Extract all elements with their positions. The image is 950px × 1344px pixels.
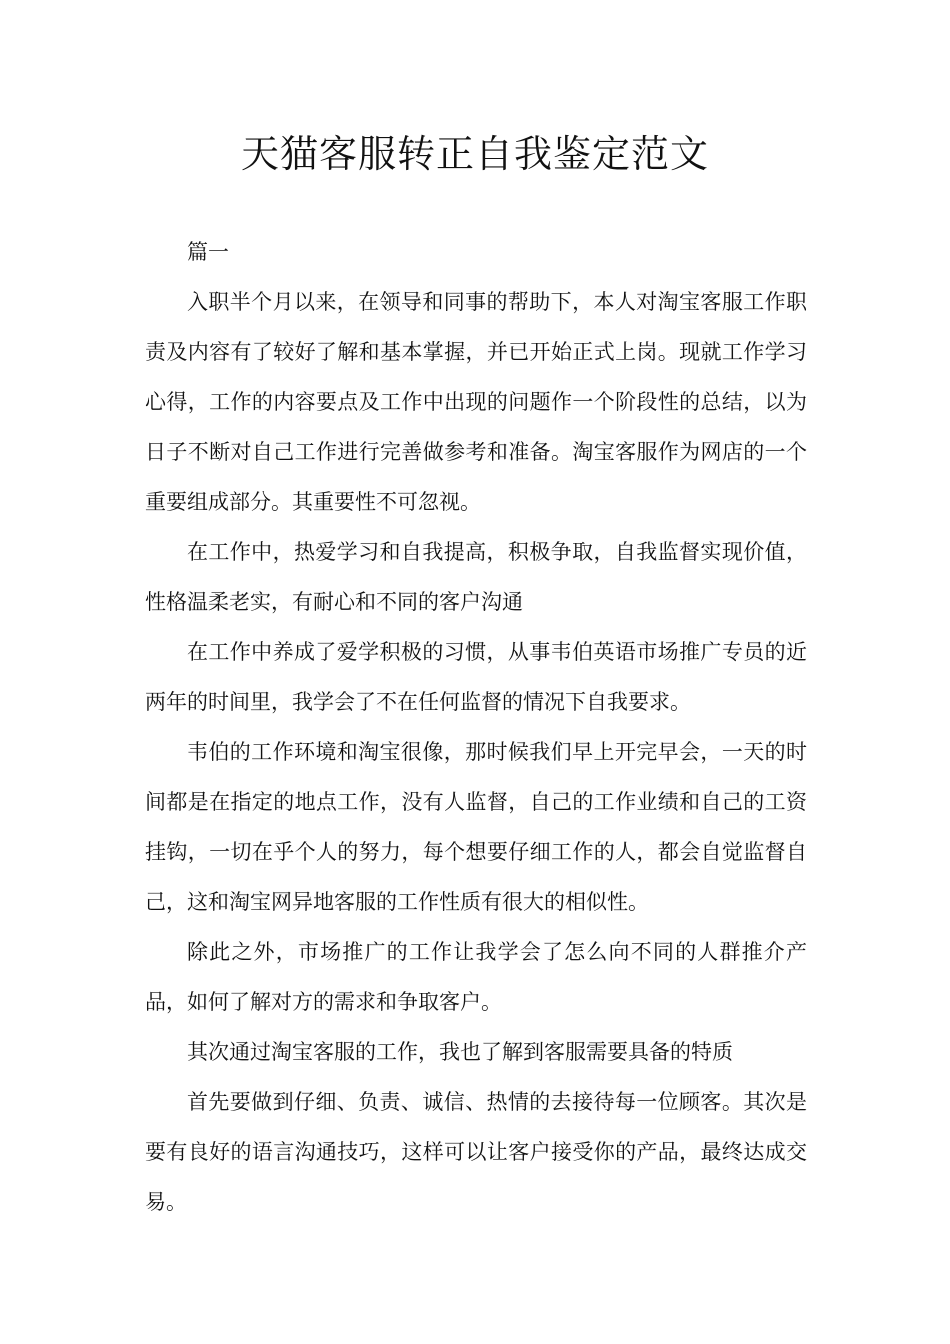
document-title: 天猫客服转正自我鉴定范文 xyxy=(240,132,709,176)
paragraph: 其次通过淘宝客服的工作，我也了解到客服需要具备的特质 xyxy=(187,1040,733,1064)
paragraph: 除此之外，市场推广的工作让我学会了怎么向不同的人群推介产品，如何了解对方的需求和争取客户。 xyxy=(145,940,807,1014)
paragraph: 在工作中养成了爱学积极的习惯，从事韦伯英语市场推广专员的近两年的时间里，我学会了不在任何监督的情况下自我要求。 xyxy=(145,640,807,714)
document-body xyxy=(145,227,807,1227)
paragraph: 首先要做到仔细、负责、诚信、热情的去接待每一位顾客。其次是要有良好的语言沟通技巧，这样可以让客户接受你的产品，最终达成交易。 xyxy=(145,1090,807,1214)
paragraph-section-heading: 篇一 xyxy=(187,240,229,264)
paragraph: 韦伯的工作环境和淘宝很像，那时候我们早上开完早会，一天的时间都是在指定的地点工作，没有人监督，自己的工作业绩和自己的工资挂钩，一切在乎个人的努力，每个想要仔细工作的人，都会自觉监督自己，这和淘宝网异地客服的工作性质有很大的相似性。 xyxy=(145,740,807,914)
paragraph: 入职半个月以来，在领导和同事的帮助下，本人对淘宝客服工作职责及内容有了较好了解和基本掌握，并已开始正式上岗。现就工作学习心得，工作的内容要点及工作中出现的问题作一个阶段性的总结，以为日子不断对自己工作进行完善做参考和准备。淘宝客服作为网店的一个重要组成部分。其重要性不可忽视。 xyxy=(145,290,807,514)
paragraph: 在工作中，热爱学习和自我提高，积极争取，自我监督实现价值，性格温柔老实，有耐心和不同的客户沟通 xyxy=(145,540,807,614)
